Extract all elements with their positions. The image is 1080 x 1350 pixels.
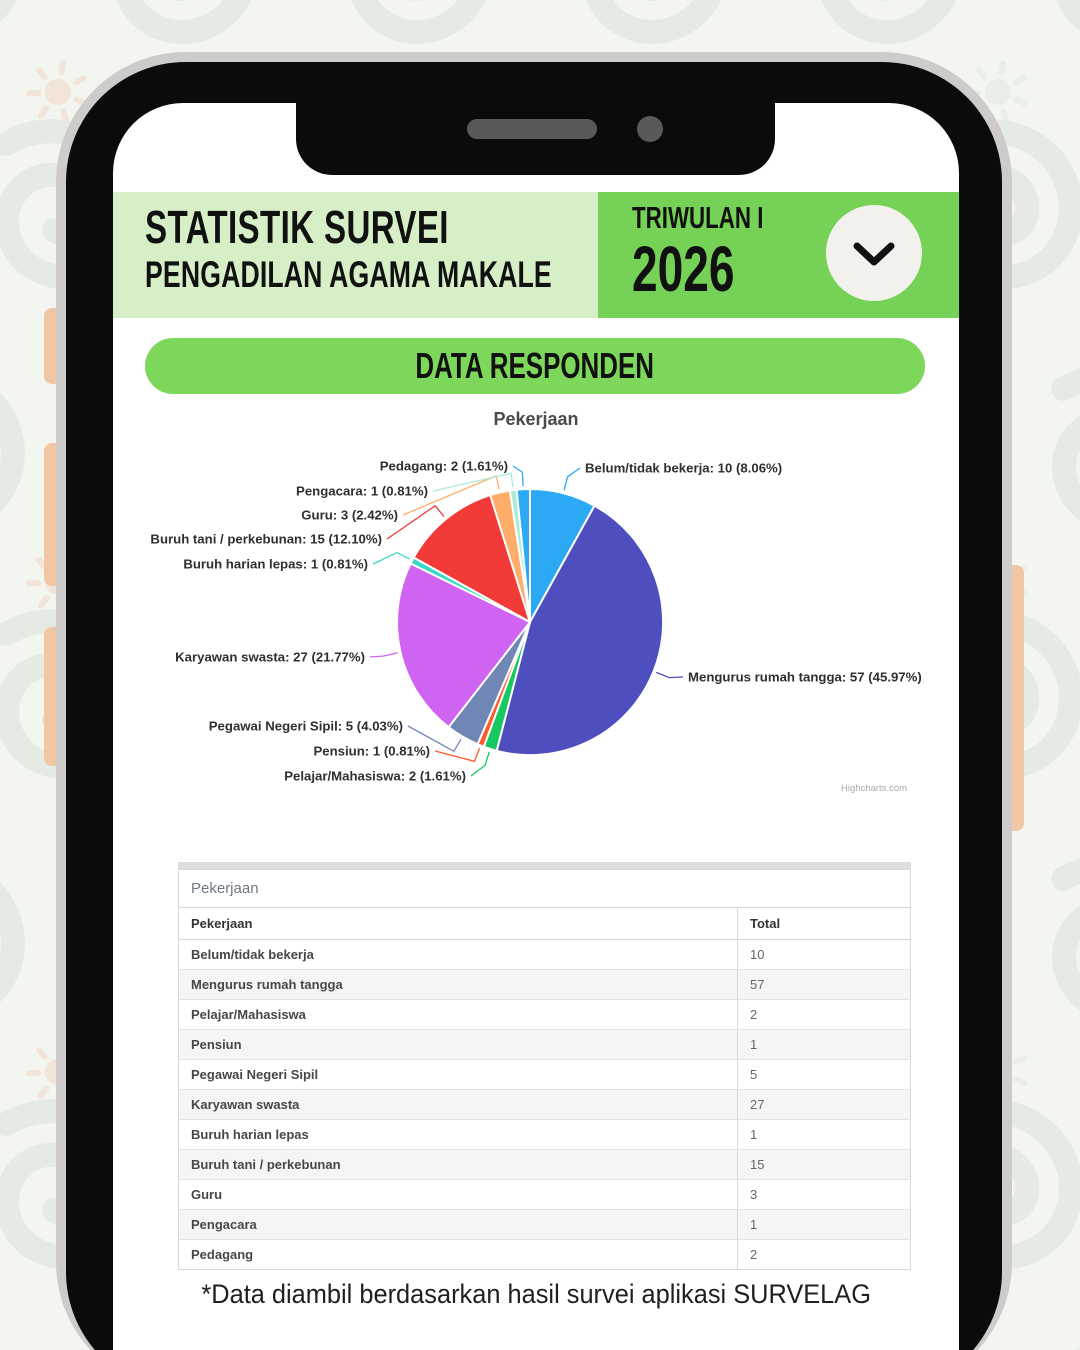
phone-notch: [296, 103, 775, 175]
table-cell-pekerjaan: Pelajar/Mahasiswa: [179, 1000, 738, 1030]
table-row: [179, 1150, 910, 1180]
period-dropdown-button[interactable]: [826, 205, 922, 301]
pie-label: Pengacara: 1 (0.81%): [296, 483, 428, 499]
chart-watermark: Highcharts.com: [841, 783, 907, 794]
column-header-total: Total: [738, 908, 911, 940]
pie-chart: [120, 440, 959, 805]
table-cell-pekerjaan: Karyawan swasta: [179, 1090, 738, 1120]
pie-label: Belum/tidak bekerja: 10 (8.06%): [585, 460, 783, 476]
pie-connector: [435, 748, 480, 761]
table-caption: Pekerjaan: [179, 870, 910, 908]
table-row: [179, 1180, 910, 1210]
page-subtitle: PENGADILAN AGAMA MAKALE: [145, 254, 552, 295]
table-row: [179, 970, 910, 1000]
footnote: *Data diambil berdasarkan hasil survei aplikasi SURVELAG: [201, 1279, 871, 1309]
chevron-down-icon: [826, 205, 922, 301]
pie-connector: [370, 653, 398, 657]
table-scroll-strip: [178, 862, 911, 869]
table-cell-pekerjaan: Pensiun: [179, 1030, 738, 1060]
header: [113, 192, 959, 318]
table-cell-total: 27: [738, 1090, 911, 1120]
table-row: [179, 1000, 910, 1030]
pie-label: Pegawai Negeri Sipil: 5 (4.03%): [208, 718, 403, 734]
section-banner-label: DATA RESPONDEN: [415, 345, 655, 386]
camera-icon: [637, 116, 663, 142]
pie-label: Pelajar/Mahasiswa: 2 (1.61%): [284, 768, 466, 784]
table-cell-pekerjaan: Mengurus rumah tangga: [179, 970, 738, 1000]
speaker-icon: [467, 119, 597, 139]
table-cell-total: 1: [738, 1030, 911, 1060]
table-cell-total: 1: [738, 1210, 911, 1240]
column-header-pekerjaan: Pekerjaan: [179, 908, 738, 940]
table-cell-total: 2: [738, 1000, 911, 1030]
table-cell-pekerjaan: Buruh tani / perkebunan: [179, 1150, 738, 1180]
period-selector: [598, 192, 959, 318]
pie-connector: [513, 466, 523, 486]
pie-connector: [656, 672, 683, 677]
table-cell-total: 3: [738, 1180, 911, 1210]
chart-title: Pekerjaan: [493, 409, 579, 429]
table-row: [179, 940, 910, 970]
page-title: STATISTIK SURVEI: [145, 201, 449, 253]
table-row: [179, 1090, 910, 1120]
period-year: 2026: [632, 232, 735, 305]
pie-connector: [564, 468, 580, 490]
table-row: [179, 1210, 910, 1240]
table-row: [179, 1030, 910, 1060]
pie-label: Buruh tani / perkebunan: 15 (12.10%): [150, 531, 382, 547]
table-row: [179, 1120, 910, 1150]
pie-label: Mengurus rumah tangga: 57 (45.97%): [688, 669, 922, 685]
period-label: TRIWULAN I: [632, 200, 764, 235]
pie-label: Guru: 3 (2.42%): [301, 507, 398, 523]
table-cell-pekerjaan: Guru: [179, 1180, 738, 1210]
pie-label: Pensiun: 1 (0.81%): [313, 743, 430, 759]
table-cell-total: 2: [738, 1240, 911, 1270]
pie-label: Pedagang: 2 (1.61%): [379, 458, 508, 474]
pie-connector: [433, 473, 513, 491]
section-banner: [145, 338, 925, 394]
table-row: [179, 1060, 910, 1090]
phone-screen: [113, 103, 959, 1350]
table-cell-pekerjaan: Buruh harian lepas: [179, 1120, 738, 1150]
table-cell-pekerjaan: Belum/tidak bekerja: [179, 940, 738, 970]
pie-connector: [373, 553, 409, 564]
pie-label: Buruh harian lepas: 1 (0.81%): [183, 556, 368, 572]
table-cell-pekerjaan: Pegawai Negeri Sipil: [179, 1060, 738, 1090]
period-text: [632, 200, 815, 305]
table-cell-total: 10: [738, 940, 911, 970]
table-cell-total: 57: [738, 970, 911, 1000]
table-cell-total: 15: [738, 1150, 911, 1180]
table-row: [179, 1240, 910, 1270]
table-cell-pekerjaan: Pedagang: [191, 1247, 254, 1262]
table-cell-total: 5: [738, 1060, 911, 1090]
table-cell-total: 1: [738, 1120, 911, 1150]
data-table: [178, 869, 911, 1270]
table-header-row: [179, 908, 910, 940]
table-cell-pekerjaan: Pengacara: [179, 1210, 738, 1240]
pie-connector: [471, 752, 489, 776]
pie-label: Karyawan swasta: 27 (21.77%): [175, 649, 365, 665]
